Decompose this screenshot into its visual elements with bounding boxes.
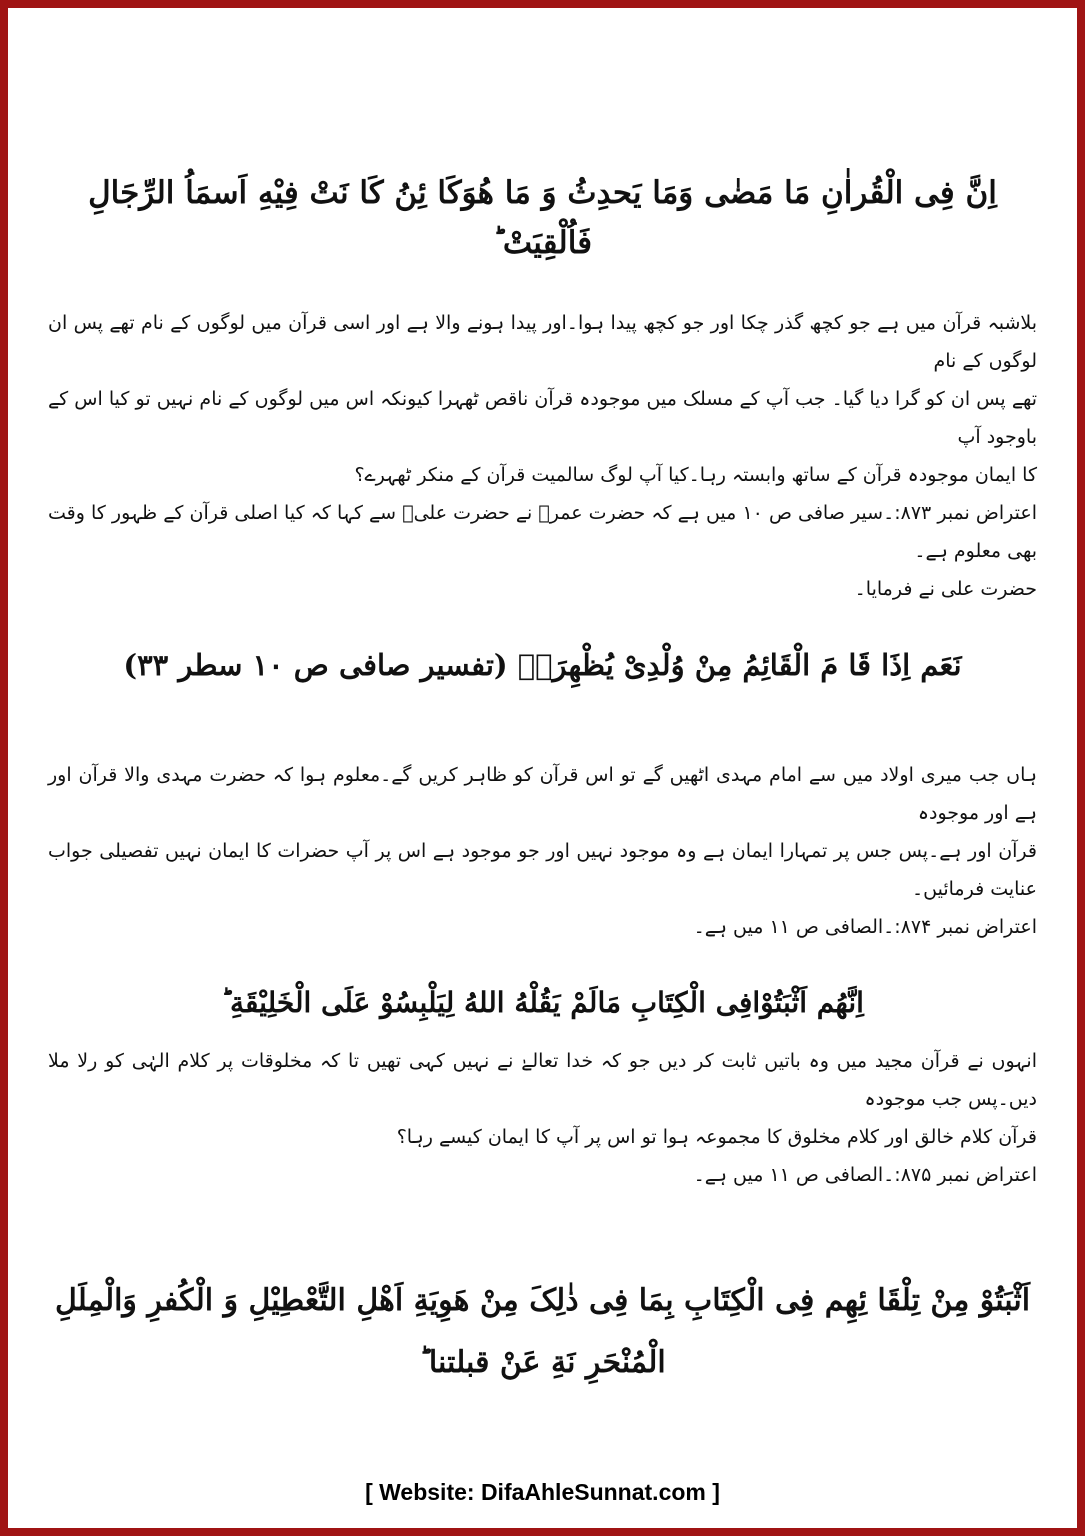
paragraph-2	[48, 756, 1037, 946]
quran-verse-2: نَعَم اِذَا قَا مَ الْقَائِمُ مِنْ وُلْدِیْ یُظْھِرَہٗ (تفسیر صافی ص ۱۰ سطر ۳۳)	[123, 648, 962, 682]
paragraph-1	[48, 304, 1037, 608]
website-footer: [ Website: DifaAhleSunnat.com ]	[365, 1479, 720, 1505]
objection-873: اعتراض نمبر ۸۷۳:۔سیر صافی ص ۱۰ میں ہے کہ حضرت عمرؓ نے حضرت علیؑ سے کہا کہ کیا اصلی قرآن کے ظہور کا وقت بھی معلوم ہے۔	[48, 502, 1038, 562]
paragraph-1-line: بلاشبہ قرآن میں ہے جو کچھ گذر چکا اور جو کچھ پیدا ہوا۔اور پیدا ہونے والا ہے اور اسی قرآن میں لوگوں کے نام تھے پس ان لوگوں کے نام	[48, 312, 1037, 372]
quran-verse-3: اِنَّھُم اَثْبَتُوْافِی الْکِتَابِ مَالَمْ یَقُلْهُ اللهُ لِیَلْبِسُوْ عَلَی الْخَلِیْقَةِ ؕ	[221, 986, 864, 1019]
paragraph-1-line: حضرت علی نے فرمایا۔	[854, 578, 1037, 600]
paragraph-3	[48, 1042, 1037, 1194]
paragraph-1-line: تھے پس ان کو گرا دیا گیا۔ جب آپ کے مسلک میں موجودہ قرآن ناقص ٹھہرا کیونکہ اس میں لوگوں کے نام نہیں تو کیا اس کے باوجود آپ	[48, 388, 1037, 448]
paragraph-1-line: کا ایمان موجودہ قرآن کے ساتھ وابستہ رہا۔کیا آپ لوگ سالمیت قرآن کے منکر ٹھہرے؟	[354, 464, 1037, 486]
objection-875: اعتراض نمبر ۸۷۵:۔الصافی ص ۱۱ میں ہے۔	[693, 1164, 1037, 1186]
quran-verse-1: اِنَّ فِی الْقُراٰنِ مَا مَضٰی وَمَا یَحدِثُ وَ مَا ھُوَکَا ئِنُ کَا نَتْ فِیْهِ اَسمَاُ الرِّجَالِ فَاُلْقِیَتْ ؕ	[88, 175, 997, 261]
paragraph-2-line: ہاں جب میری اولاد میں سے امام مہدی اٹھیں گے تو اس قرآن کو ظاہر کریں گے۔معلوم ہوا کہ حضرت مہدی والا قرآن اور ہے اور موجودہ	[48, 764, 1037, 824]
paragraph-3-line: انہوں نے قرآن مجید میں وہ باتیں ثابت کر دیں جو کہ خدا تعالےٰ نے نہیں کہی تھیں تا کہ مخلوقات پر کلام الہٰی کو رلا ملا دیں۔پس جب موجودہ	[48, 1050, 1037, 1110]
objection-874: اعتراض نمبر ۸۷۴:۔الصافی ص ۱۱ میں ہے۔	[693, 916, 1037, 938]
quran-verse-4-line-1: اَثْبَتُوْ مِنْ تِلْقَا ئِھِم فِی الْکِتَابِ بِمَا فِی ذٰلِکَ مِنْ ھَوِیَةِ اَھْلِ التَّعْطِیْلِ وَ الْکُفرِ وَالْمِلَلِ	[54, 1283, 1031, 1318]
paragraph-2-line: قرآن اور ہے۔پس جس پر تمہارا ایمان ہے وہ موجود نہیں اور جو موجود ہے اس پر آپ حضرات کا ایمان نہیں تفصیلی جواب عنایت فرمائیں۔	[48, 840, 1037, 900]
quran-verse-4-line-2: الْمُنْحَرِ نَةِ عَنْ قبلتنا ؕ	[419, 1345, 666, 1380]
quran-verse-4	[48, 1270, 1037, 1394]
paragraph-3-line: قرآن کلام خالق اور کلام مخلوق کا مجموعہ ہوا تو اس پر آپ کا ایمان کیسے رہا؟	[396, 1126, 1037, 1148]
